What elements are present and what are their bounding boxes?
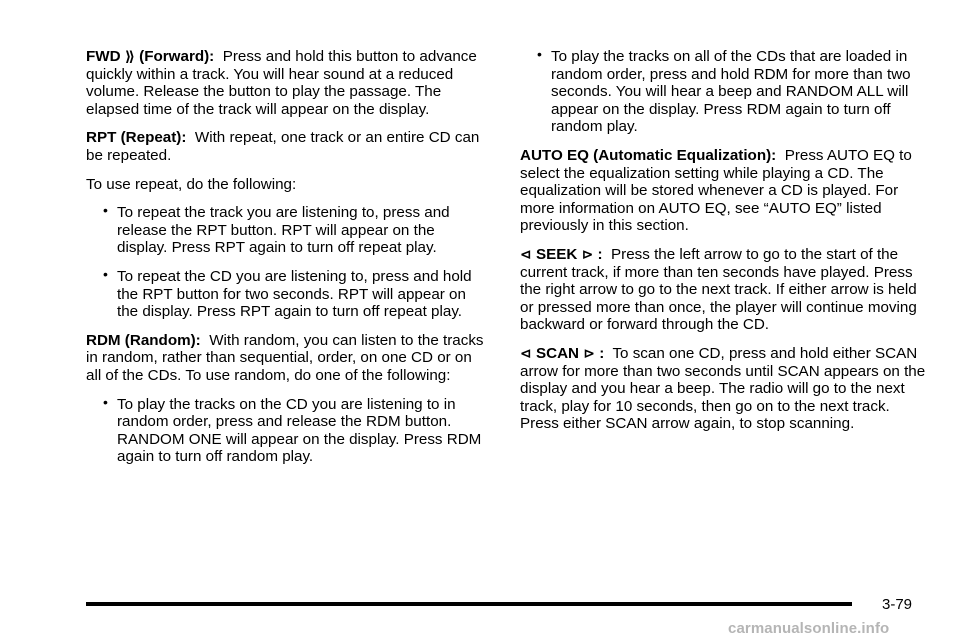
list-item-text: To repeat the track you are listening to, press and release the RPT button. RPT will appear on the display. Press RPT again to turn off repeat play.	[117, 204, 450, 257]
scan-colon: :	[599, 344, 605, 362]
list-item	[86, 204, 488, 257]
bullet-icon: •	[103, 265, 108, 282]
autoeq-paragraph	[520, 147, 932, 235]
scan-text: To scan one CD, press and hold either SCAN arrow for more than two seconds until SCAN appears on the display and you hear a beep. The radio will go to the next track, play for 10 seconds, then go on to the next track. Press either SCAN arrow again, to stop scanning.	[520, 344, 926, 433]
random-list-right	[520, 48, 932, 136]
fwd-paragraph	[86, 48, 488, 118]
seek-paragraph	[520, 246, 932, 334]
list-item-text: To play the tracks on all of the CDs that are loaded in random order, press and hold RDM for more than two seconds. You will hear a beep and RANDOM ALL will appear on the display. Press RDM again to turn off random play.	[551, 48, 911, 136]
right-column	[520, 48, 932, 444]
list-item-text: To repeat the CD you are listening to, press and hold the RPT button for two seconds. RPT will appear on the display. Press RPT again to turn off repeat play.	[117, 267, 472, 321]
seek-colon: :	[597, 245, 603, 263]
bullet-icon: •	[103, 393, 108, 410]
list-item	[86, 265, 488, 321]
page-number: 3-79	[882, 596, 913, 613]
rdm-text: With random, you can listen to the tracks in random, rather than sequential, order, on one CD or on all of the CDs. To use random, do one of the following:	[86, 331, 484, 384]
seek-right-arrow-icon: ⊳	[581, 245, 594, 262]
fast-forward-icon: ⟫	[124, 48, 135, 64]
repeat-list	[86, 204, 488, 321]
footer-rule	[86, 602, 852, 606]
autoeq-text: Press AUTO EQ to select the equalization setting while playing a CD. The equalization will be stored whenever a CD is played. For more information on AUTO EQ, see “AUTO EQ” listed previously in this section.	[520, 146, 912, 235]
list-item-text: To play the tracks on the CD you are listening to in random order, press and release the RDM button. RANDOM ONE will appear on the display. Press RDM again to turn off random play.	[117, 395, 482, 466]
rpt-text: With repeat, one track or an entire CD can be repeated.	[86, 129, 480, 164]
scan-left-arrow-icon: ⊲	[520, 344, 532, 361]
fwd-text: Press and hold this button to advance quickly within a track. You will hear sound at a reduced volume. Release the button to play the passage. The elapsed time of the track will appear on the display.	[86, 48, 477, 118]
rpt-term: RPT (Repeat):	[86, 129, 187, 147]
repeat-intro: To use repeat, do the following:	[86, 175, 297, 193]
random-list-left	[86, 393, 488, 466]
rpt-paragraph	[86, 129, 488, 164]
fwd-term: FWD	[86, 48, 121, 65]
scan-right-arrow-icon: ⊳	[583, 344, 595, 361]
autoeq-term: AUTO EQ (Automatic Equalization):	[520, 146, 777, 164]
rdm-paragraph	[86, 332, 488, 385]
fwd-term-label: (Forward):	[139, 48, 215, 65]
rdm-term: RDM (Random):	[86, 331, 201, 349]
scan-term: SCAN	[535, 344, 580, 362]
bullet-icon: •	[103, 202, 108, 219]
seek-left-arrow-icon: ⊲	[520, 245, 532, 262]
list-item	[520, 48, 932, 136]
watermark: carmanualsonline.info	[728, 620, 890, 637]
list-item	[86, 393, 488, 466]
bullet-icon: •	[537, 46, 542, 62]
seek-term: SEEK	[535, 245, 578, 263]
left-column	[86, 48, 488, 477]
scan-paragraph	[520, 345, 932, 433]
seek-text: Press the left arrow to go to the start of the current track, if more than ten seconds have played. Press the right arrow to go to the next track. If either arrow is held or pressed more than once, the player will continue moving backward or forward through the CD.	[520, 245, 917, 334]
